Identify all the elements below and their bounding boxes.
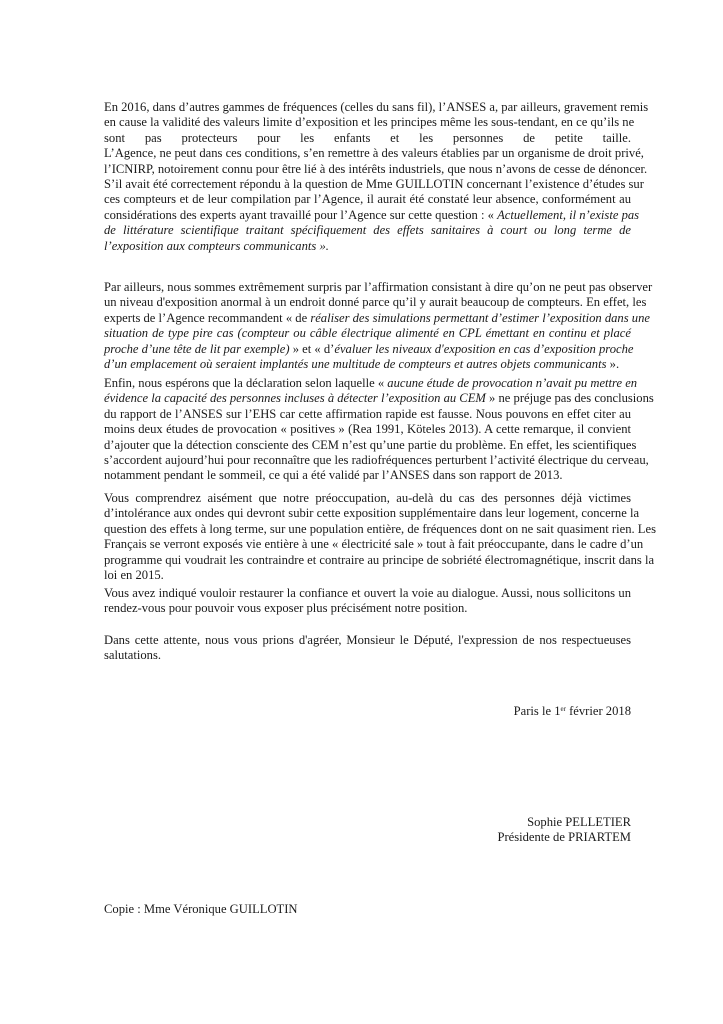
text-run: Français se verront exposés vie entière à une « électricité sale » tout à fait préoccupante, dans le cadre d’un (104, 537, 644, 552)
quoted-text: situation de type pire cas (compteur ou câble électrique alimenté en CPL émettant en continu et placé (104, 326, 631, 341)
text-run: En 2016, dans d’autres gammes de fréquences (celles du sans fil), l’ANSES a, par ailleurs, gravement remis (104, 100, 649, 114)
text-run: s’accordent aujourd’hui pour reconnaître que les radiofréquences perturbent l’activité électrique du cerveau, (104, 453, 649, 467)
text-line (104, 341, 634, 357)
text-run: loi en 2015. (104, 568, 164, 582)
text-run: du rapport de l’ANSES sur l’EHS car cette affirmation rapide est fausse. Nous pouvons en effet citer au (104, 406, 631, 421)
quoted-text: proche d’une tête de lit par exemple) (104, 341, 290, 356)
text-run: d’intolérance aux ondes qui devront subir cette exposition supplémentaire dans leur logement, concerne la (104, 506, 640, 521)
text-run: S’il avait été correctement répondu à la question de Mme GUILLOTIN concernant l’existence d’études sur (104, 177, 644, 191)
text-line (104, 506, 640, 521)
text-run: considérations des experts ayant travaillé pour l’Agence sur cette question : « (104, 207, 498, 222)
text-line (104, 407, 631, 422)
text-line (104, 223, 631, 238)
text-run: Par ailleurs, nous sommes extrêmement surpris par l’affirmation consistant à dire qu’on ne peut pas observer (104, 280, 653, 294)
text-line (104, 376, 638, 391)
text-line (104, 295, 647, 310)
text-line (104, 537, 644, 552)
signature-title: Présidente de PRIARTEM (497, 830, 631, 844)
text-run: salutations. (104, 648, 162, 663)
text-line (104, 422, 631, 437)
text-run: Vous comprendrez aisément que notre préoccupation, au-delà du cas des personnes déjà victimes (104, 491, 631, 505)
date-prefix: Paris le 1 (513, 704, 561, 718)
text-run: moins deux études de provocation « positives » (Rea 1991, Köteles 2013). A cette remarque, il convient (104, 422, 631, 437)
text-line (104, 391, 654, 406)
text-line (104, 192, 631, 207)
text-run: ». (606, 357, 620, 371)
text-line (104, 207, 640, 223)
text-line (104, 586, 631, 601)
quoted-text: évidence la capacité des personnes incluses à détecter l’exposition au CEM (104, 391, 486, 406)
text-line (104, 491, 631, 506)
text-line (104, 100, 649, 115)
text-run: rendez-vous pour pouvoir vous exposer plus précisément notre position. (104, 601, 468, 616)
text-line (104, 601, 631, 616)
text-line (104, 633, 631, 648)
quoted-text: réaliser des simulations permettant d’estimer l’exposition dans une (310, 310, 650, 325)
text-run: un niveau d'exposition anormal à un endroit donné parce qu’il y aurait beaucoup de compteurs. En effet, les (104, 295, 647, 310)
text-line (104, 326, 631, 341)
text-line (104, 552, 655, 568)
text-line (104, 131, 631, 146)
text-line (104, 115, 635, 130)
text-run: » et « d’ (289, 341, 335, 356)
text-run: L’Agence, ne peut dans ces conditions, s’en remettre à des valeurs établies par un organisme de droit privé, (104, 146, 644, 161)
text-run: ces compteurs et de leur compilation par l’Agence, il aurait été constaté leur absence, conformément au (104, 192, 631, 207)
text-line (104, 521, 656, 537)
text-line (104, 648, 631, 663)
text-run: sont pas protecteurs pour les enfants et les personnes de petite taille. (104, 130, 631, 145)
text-run: d’ajouter que la détection consciente des CEM n’est qu’une partie du problème. En effet, les scientifiques (104, 437, 637, 452)
letter-date (514, 704, 631, 719)
text-run: l’ICNIRP, notoirement connu pour être lié à des intérêts industriels, que nous n’avons de cesse de dénoncer. (104, 161, 648, 176)
text-run: programme qui voudrait les contraindre et contraire au principe de sobriété électromagnétique, inscrit dans la (104, 552, 655, 567)
text-run: notamment pendant le sommeil, ce qui a été validé par l’ANSES dans son rapport de 2013. (104, 468, 563, 483)
signature-name: Sophie PELLETIER (527, 815, 631, 829)
quoted-text: l’exposition aux compteurs communicants ». (104, 238, 329, 253)
text-run: Dans cette attente, nous vous prions d'agréer, Monsieur le Député, l'expression de nos respectueuses (104, 633, 631, 647)
text-line (104, 177, 644, 192)
quoted-text: Actuellement, il n’existe pas (497, 207, 640, 222)
text-run: Enfin, nous espérons que la déclaration selon laquelle « (104, 376, 388, 390)
date-suffix: février 2018 (565, 704, 631, 718)
quoted-text: évaluer les niveaux d'exposition en cas d’exposition proche (334, 341, 634, 356)
text-line (104, 146, 644, 161)
text-run: en cause la validité des valeurs limite d’exposition et les principes même les sous-tendant, en ce qu’ils ne (104, 115, 635, 130)
text-line (104, 239, 631, 254)
text-line (104, 568, 631, 583)
text-line (104, 310, 650, 326)
text-line (104, 357, 631, 372)
copy-recipient: Copie : Mme Véronique GUILLOTIN (104, 902, 298, 916)
date-ordinal: er (560, 705, 566, 713)
text-line (104, 437, 637, 453)
text-run: question des effets à long terme, sur une population entière, de fréquences dont on ne sait quasiment rien. Les (104, 521, 656, 536)
text-run: Vous avez indiqué vouloir restaurer la confiance et ouvert la voie au dialogue. Aussi, nous sollicitons un (104, 586, 631, 600)
text-run: » ne préjuge pas des conclusions (485, 391, 654, 406)
text-line (104, 453, 649, 468)
quoted-text: aucune étude de provocation n’avait pu mettre en (387, 376, 638, 390)
quoted-text: d’un emplacement où seraient implantés une multitude de compteurs et autres objets communicants (104, 357, 607, 371)
quoted-text: de littérature scientifique traitant spécifiquement des effets sanitaires à court ou long terme de (104, 223, 631, 238)
text-run: experts de l’Agence recommandent « de (104, 310, 311, 325)
text-line (104, 161, 648, 177)
text-line (104, 280, 653, 295)
text-line (104, 468, 631, 483)
